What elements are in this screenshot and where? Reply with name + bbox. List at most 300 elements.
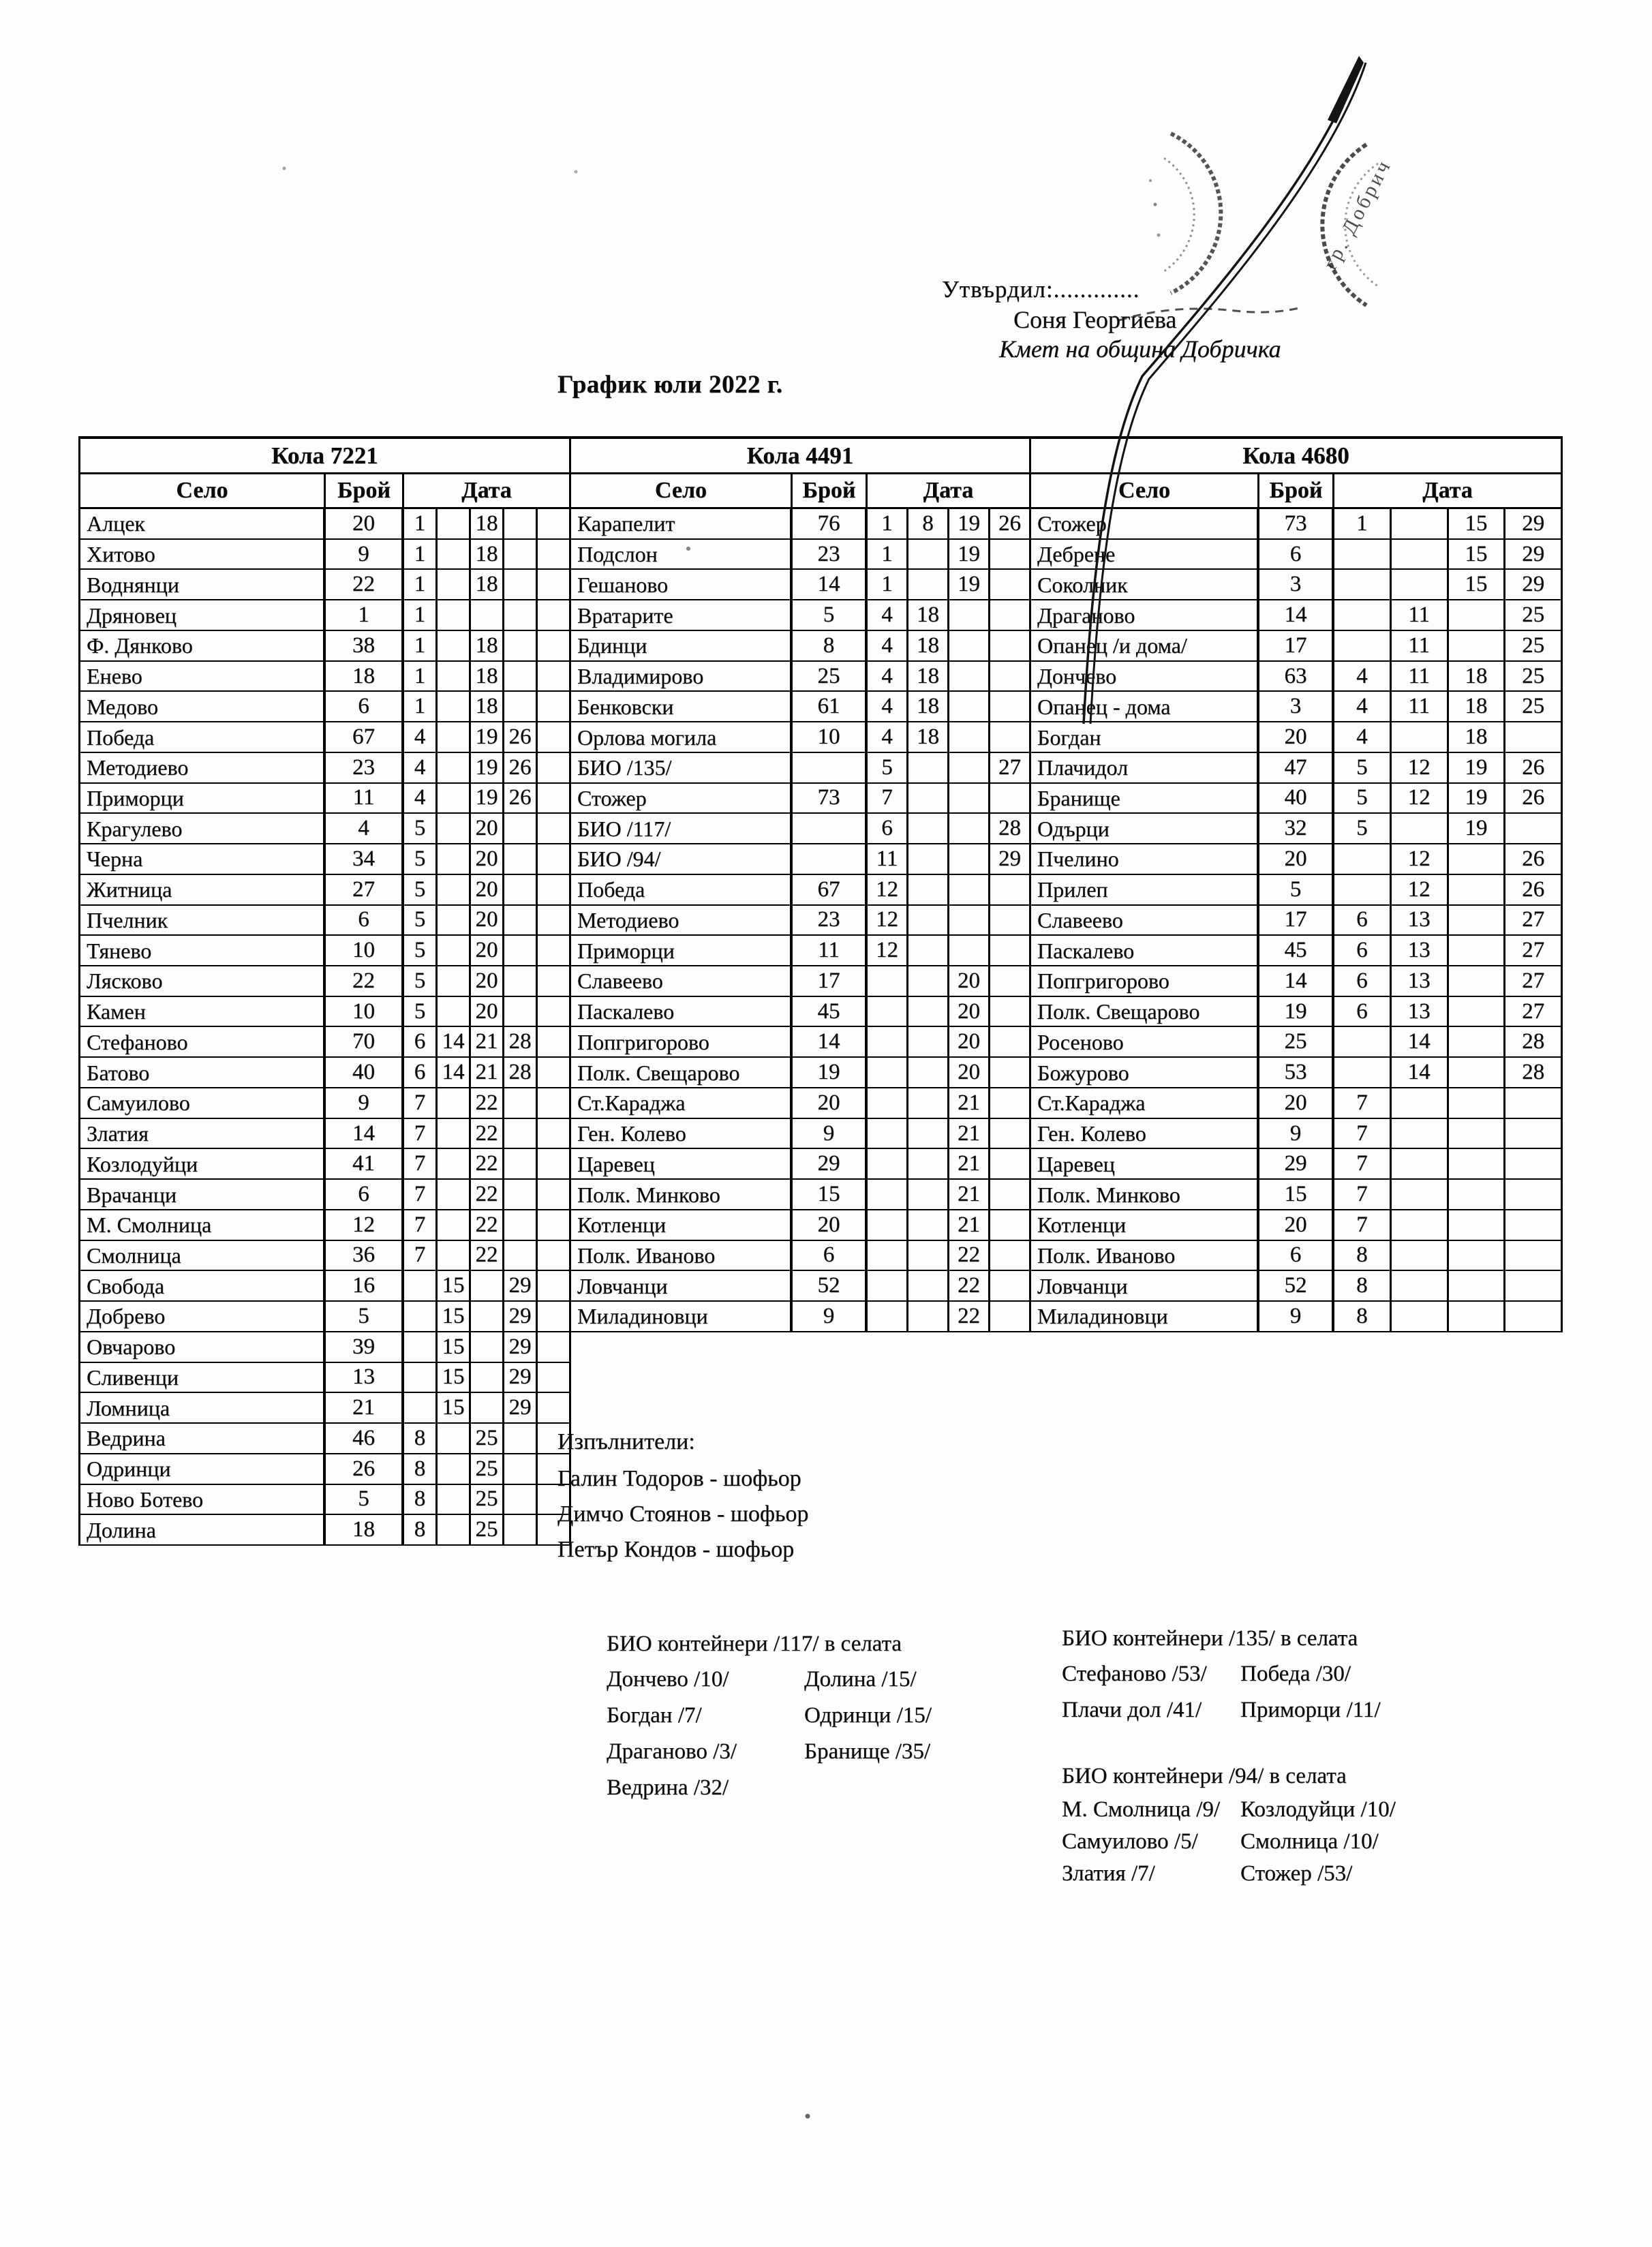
date-cell: [908, 1241, 949, 1272]
count-cell: 14: [326, 1119, 404, 1150]
bio-item: Драганово /3/: [607, 1739, 737, 1764]
bio-section-title: БИО контейнери /117/ в селата: [607, 1632, 902, 1656]
stamp-left-icon: [1149, 134, 1221, 293]
count-cell: 29: [1259, 1149, 1334, 1180]
village-cell: Царевец: [1031, 1149, 1259, 1180]
column-header-date: Дата: [1334, 474, 1563, 509]
count-cell: 17: [1259, 631, 1334, 662]
village-cell: Полк. Минково: [1031, 1180, 1259, 1210]
date-cell: [949, 814, 990, 844]
date-cell: [949, 722, 990, 753]
date-cell: [908, 936, 949, 966]
date-cell: [949, 753, 990, 784]
village-cell: Тянево: [80, 936, 326, 966]
village-cell: Соколник: [1031, 570, 1259, 600]
date-cell: 26: [1505, 875, 1563, 906]
date-cell: [908, 1271, 949, 1302]
count-cell: 3: [1259, 692, 1334, 722]
date-cell: [438, 1424, 471, 1454]
date-cell: 18: [1449, 692, 1506, 722]
date-cell: 20: [471, 875, 504, 906]
date-cell: [908, 966, 949, 997]
date-cell: [1505, 1149, 1563, 1180]
date-cell: [990, 875, 1031, 906]
date-cell: [1392, 1088, 1449, 1119]
date-cell: [1449, 1149, 1506, 1180]
date-cell: [908, 1210, 949, 1241]
date-cell: 8: [1334, 1241, 1392, 1272]
date-cell: 5: [404, 966, 438, 997]
bio-item: Стефаново /53/: [1062, 1662, 1207, 1686]
date-cell: [1449, 1302, 1506, 1332]
date-cell: 6: [1334, 966, 1392, 997]
bio-item: Самуилово /5/: [1062, 1829, 1198, 1854]
count-cell: 8: [793, 631, 868, 662]
date-cell: 18: [908, 692, 949, 722]
date-cell: 8: [908, 509, 949, 540]
date-cell: [438, 997, 471, 1028]
date-cell: 7: [404, 1149, 438, 1180]
count-cell: 9: [793, 1302, 868, 1332]
village-cell: Победа: [571, 875, 793, 906]
date-cell: [908, 1027, 949, 1058]
bio-section-94: [1062, 1758, 1396, 1890]
date-cell: [868, 997, 908, 1028]
date-cell: [404, 1363, 438, 1394]
village-cell: Царевец: [571, 1149, 793, 1180]
date-cell: 29: [1505, 570, 1563, 600]
village-cell: БИО /117/: [571, 814, 793, 844]
date-cell: [438, 540, 471, 570]
date-cell: [538, 1119, 571, 1150]
date-cell: [949, 844, 990, 875]
date-cell: 26: [990, 509, 1031, 540]
bio-item: Победа /30/: [1240, 1662, 1351, 1686]
date-cell: [908, 784, 949, 814]
bio-item: Плачи дол /41/: [1062, 1698, 1202, 1722]
bio-item: Златия /7/: [1062, 1861, 1155, 1886]
stamp-text: гр. Добрич: [1319, 155, 1396, 274]
count-cell: 34: [326, 844, 404, 875]
date-cell: [868, 1241, 908, 1272]
date-cell: [538, 1088, 571, 1119]
village-cell: Попгригорово: [1031, 966, 1259, 997]
village-cell: Миладиновци: [571, 1302, 793, 1332]
date-cell: 12: [868, 936, 908, 966]
date-cell: 5: [1334, 814, 1392, 844]
bio-item: Одринци /15/: [804, 1703, 932, 1728]
count-cell: 25: [793, 662, 868, 692]
table-kola-7221: [78, 436, 571, 1546]
count-cell: 3: [1259, 570, 1334, 600]
date-cell: [438, 692, 471, 722]
count-cell: 40: [1259, 784, 1334, 814]
count-cell: 10: [326, 936, 404, 966]
date-cell: 15: [438, 1302, 471, 1332]
bio-item: Стожер /53/: [1240, 1861, 1353, 1886]
village-cell: Батово: [80, 1058, 326, 1088]
date-cell: 7: [868, 784, 908, 814]
village-cell: Дончево: [1031, 662, 1259, 692]
date-cell: 1: [404, 692, 438, 722]
village-cell: Вратарите: [571, 600, 793, 631]
date-cell: [438, 1485, 471, 1516]
village-cell: Лясково: [80, 966, 326, 997]
count-cell: 67: [326, 722, 404, 753]
date-cell: [504, 906, 538, 936]
count-cell: 70: [326, 1027, 404, 1058]
date-cell: [438, 1210, 471, 1241]
date-cell: [471, 1302, 504, 1332]
date-cell: [1449, 906, 1506, 936]
date-cell: [538, 692, 571, 722]
date-cell: [990, 906, 1031, 936]
table-kola-4491: [569, 436, 1031, 1332]
village-cell: БИО /135/: [571, 753, 793, 784]
bio-item: Бранище /35/: [804, 1739, 931, 1764]
date-cell: [538, 1180, 571, 1210]
bio-item: Приморци /11/: [1240, 1698, 1381, 1722]
executor-item: Галин Тодоров - шофьор: [557, 1466, 801, 1491]
date-cell: 29: [990, 844, 1031, 875]
village-cell: Одринци: [80, 1454, 326, 1485]
count-cell: 9: [793, 1119, 868, 1150]
village-cell: Владимирово: [571, 662, 793, 692]
village-cell: Пчелник: [80, 906, 326, 936]
date-cell: 20: [949, 1058, 990, 1088]
date-cell: 29: [504, 1393, 538, 1424]
date-cell: 4: [404, 753, 438, 784]
date-cell: [990, 570, 1031, 600]
village-cell: Приморци: [571, 936, 793, 966]
bio-section-135: [1062, 1621, 1381, 1728]
date-cell: 5: [404, 814, 438, 844]
date-cell: [1334, 1058, 1392, 1088]
date-cell: [538, 662, 571, 692]
date-cell: [538, 631, 571, 662]
date-cell: 26: [504, 784, 538, 814]
count-cell: 9: [1259, 1302, 1334, 1332]
table-kola-4680: [1029, 436, 1563, 1332]
count-cell: 15: [1259, 1180, 1334, 1210]
date-cell: [1449, 631, 1506, 662]
date-cell: [471, 1332, 504, 1363]
date-cell: 6: [1334, 936, 1392, 966]
count-cell: 6: [1259, 540, 1334, 570]
date-cell: 21: [949, 1088, 990, 1119]
date-cell: [990, 722, 1031, 753]
count-cell: 5: [1259, 875, 1334, 906]
date-cell: 29: [504, 1271, 538, 1302]
date-cell: [949, 662, 990, 692]
date-cell: 19: [949, 509, 990, 540]
village-cell: Стожер: [1031, 509, 1259, 540]
date-cell: [1334, 631, 1392, 662]
date-cell: 13: [1392, 966, 1449, 997]
count-cell: 52: [793, 1271, 868, 1302]
date-cell: 15: [1449, 540, 1506, 570]
village-cell: Карапелит: [571, 509, 793, 540]
village-cell: Полк. Свещарово: [1031, 997, 1259, 1028]
date-cell: [908, 1180, 949, 1210]
count-cell: 23: [326, 753, 404, 784]
count-cell: 47: [1259, 753, 1334, 784]
date-cell: [990, 600, 1031, 631]
date-cell: 18: [908, 600, 949, 631]
date-cell: [949, 631, 990, 662]
date-cell: [1505, 1180, 1563, 1210]
date-cell: [868, 1058, 908, 1088]
date-cell: 7: [1334, 1180, 1392, 1210]
count-cell: 18: [326, 662, 404, 692]
date-cell: [438, 906, 471, 936]
village-cell: Ф. Дянково: [80, 631, 326, 662]
executors-block: [557, 1423, 808, 1568]
column-header-village: Село: [1031, 474, 1259, 509]
village-cell: Богдан: [1031, 722, 1259, 753]
date-cell: [538, 1393, 571, 1424]
date-cell: [504, 570, 538, 600]
date-cell: [504, 1454, 538, 1485]
date-cell: 28: [1505, 1058, 1563, 1088]
date-cell: 20: [471, 844, 504, 875]
date-cell: [1449, 1027, 1506, 1058]
date-cell: [868, 1149, 908, 1180]
count-cell: 45: [1259, 936, 1334, 966]
date-cell: 5: [1334, 753, 1392, 784]
date-cell: 4: [1334, 662, 1392, 692]
village-cell: Опанец - дома: [1031, 692, 1259, 722]
date-cell: 8: [404, 1424, 438, 1454]
date-cell: [504, 814, 538, 844]
village-cell: Енево: [80, 662, 326, 692]
date-cell: [471, 1393, 504, 1424]
bio-item: Смолница /10/: [1240, 1829, 1379, 1854]
count-cell: 41: [326, 1149, 404, 1180]
date-cell: [438, 1515, 471, 1546]
date-cell: 5: [404, 875, 438, 906]
date-cell: 12: [868, 906, 908, 936]
date-cell: [990, 1271, 1031, 1302]
count-cell: 22: [326, 570, 404, 600]
date-cell: [1392, 1149, 1449, 1180]
date-cell: 27: [1505, 936, 1563, 966]
bio-item: Ведрина /32/: [607, 1775, 729, 1800]
date-cell: 21: [949, 1210, 990, 1241]
date-cell: [538, 753, 571, 784]
village-cell: Полк. Минково: [571, 1180, 793, 1210]
count-cell: 16: [326, 1271, 404, 1302]
executor-item: Петър Кондов - шофьор: [557, 1537, 795, 1562]
date-cell: [504, 509, 538, 540]
village-cell: Подслон: [571, 540, 793, 570]
date-cell: 1: [868, 509, 908, 540]
count-cell: 5: [326, 1302, 404, 1332]
count-cell: 6: [326, 692, 404, 722]
count-cell: 14: [1259, 966, 1334, 997]
date-cell: [908, 997, 949, 1028]
count-cell: 14: [793, 570, 868, 600]
date-cell: 7: [404, 1180, 438, 1210]
executors-title: Изпълнители:: [557, 1429, 695, 1454]
date-cell: [1449, 875, 1506, 906]
date-cell: 4: [868, 662, 908, 692]
date-cell: 4: [404, 722, 438, 753]
date-cell: [538, 1271, 571, 1302]
date-cell: [1505, 1088, 1563, 1119]
count-cell: 11: [793, 936, 868, 966]
village-cell: Котленци: [1031, 1210, 1259, 1241]
date-cell: 7: [1334, 1149, 1392, 1180]
date-cell: [504, 936, 538, 966]
count-cell: 32: [1259, 814, 1334, 844]
date-cell: 25: [471, 1424, 504, 1454]
count-cell: [793, 753, 868, 784]
count-cell: 18: [326, 1515, 404, 1546]
date-cell: [908, 844, 949, 875]
village-cell: Бранище: [1031, 784, 1259, 814]
village-cell: Смолница: [80, 1241, 326, 1272]
date-cell: 26: [1505, 844, 1563, 875]
date-cell: [1505, 1210, 1563, 1241]
date-cell: 19: [471, 753, 504, 784]
bio-item: М. Смолница /9/: [1062, 1797, 1220, 1822]
date-cell: 4: [868, 722, 908, 753]
date-cell: 27: [1505, 966, 1563, 997]
date-cell: 22: [949, 1302, 990, 1332]
date-cell: 14: [1392, 1027, 1449, 1058]
date-cell: 28: [504, 1058, 538, 1088]
date-cell: [438, 1454, 471, 1485]
date-cell: 25: [1505, 692, 1563, 722]
date-cell: [908, 1119, 949, 1150]
date-cell: [1449, 1088, 1506, 1119]
count-cell: 6: [793, 1241, 868, 1272]
date-cell: [438, 753, 471, 784]
date-cell: [949, 936, 990, 966]
date-cell: [538, 1027, 571, 1058]
date-cell: 8: [1334, 1271, 1392, 1302]
date-cell: [908, 1088, 949, 1119]
date-cell: [504, 997, 538, 1028]
village-cell: Воднянци: [80, 570, 326, 600]
date-cell: [990, 966, 1031, 997]
date-cell: [908, 814, 949, 844]
date-cell: 11: [1392, 662, 1449, 692]
date-cell: 21: [471, 1027, 504, 1058]
date-cell: 12: [1392, 784, 1449, 814]
date-cell: [868, 1210, 908, 1241]
count-cell: 6: [326, 906, 404, 936]
date-cell: [438, 509, 471, 540]
village-cell: Божурово: [1031, 1058, 1259, 1088]
date-cell: [438, 966, 471, 997]
column-header-date: Дата: [404, 474, 571, 509]
date-cell: 8: [404, 1515, 438, 1546]
village-cell: Овчарово: [80, 1332, 326, 1363]
date-cell: [438, 1119, 471, 1150]
column-header-date: Дата: [868, 474, 1031, 509]
village-cell: Орлова могила: [571, 722, 793, 753]
date-cell: [990, 631, 1031, 662]
date-cell: [438, 875, 471, 906]
date-cell: 20: [949, 1027, 990, 1058]
count-cell: 11: [326, 784, 404, 814]
date-cell: [538, 1058, 571, 1088]
date-cell: [1505, 814, 1563, 844]
date-cell: 21: [949, 1180, 990, 1210]
date-cell: [438, 570, 471, 600]
date-cell: 18: [908, 722, 949, 753]
date-cell: [908, 906, 949, 936]
date-cell: [1505, 1241, 1563, 1272]
bio-section-title: БИО контейнери /135/ в селата: [1062, 1626, 1358, 1651]
date-cell: 26: [504, 753, 538, 784]
date-cell: [438, 1241, 471, 1272]
date-cell: 18: [471, 540, 504, 570]
date-cell: 7: [404, 1088, 438, 1119]
village-cell: Гешаново: [571, 570, 793, 600]
date-cell: [538, 814, 571, 844]
date-cell: 1: [404, 540, 438, 570]
date-cell: 21: [471, 1058, 504, 1088]
village-cell: Козлодуйци: [80, 1149, 326, 1180]
count-cell: 61: [793, 692, 868, 722]
count-cell: [793, 844, 868, 875]
village-cell: Дебрене: [1031, 540, 1259, 570]
count-cell: 23: [793, 540, 868, 570]
date-cell: 1: [404, 662, 438, 692]
date-cell: [1392, 1210, 1449, 1241]
date-cell: [438, 844, 471, 875]
date-cell: 4: [1334, 722, 1392, 753]
count-cell: 25: [1259, 1027, 1334, 1058]
date-cell: [538, 1210, 571, 1241]
date-cell: 19: [949, 570, 990, 600]
date-cell: [538, 784, 571, 814]
date-cell: [538, 997, 571, 1028]
date-cell: 26: [1505, 753, 1563, 784]
date-cell: 29: [504, 1302, 538, 1332]
date-cell: 18: [908, 631, 949, 662]
date-cell: [1392, 540, 1449, 570]
date-cell: [1392, 1180, 1449, 1210]
village-cell: Славеево: [1031, 906, 1259, 936]
date-cell: 25: [471, 1515, 504, 1546]
date-cell: [949, 600, 990, 631]
village-cell: Методиево: [80, 753, 326, 784]
date-cell: [1334, 844, 1392, 875]
count-cell: 9: [326, 1088, 404, 1119]
date-cell: 19: [1449, 814, 1506, 844]
village-cell: Пчелино: [1031, 844, 1259, 875]
date-cell: [990, 1180, 1031, 1210]
date-cell: [504, 1485, 538, 1516]
count-cell: 27: [326, 875, 404, 906]
date-cell: 1: [1334, 509, 1392, 540]
date-cell: [1392, 570, 1449, 600]
date-cell: [504, 631, 538, 662]
date-cell: [868, 966, 908, 997]
count-cell: 17: [793, 966, 868, 997]
date-cell: 7: [1334, 1088, 1392, 1119]
date-cell: [538, 1302, 571, 1332]
date-cell: [471, 600, 504, 631]
village-cell: Самуилово: [80, 1088, 326, 1119]
date-cell: 13: [1392, 906, 1449, 936]
count-cell: 6: [326, 1180, 404, 1210]
count-cell: [793, 814, 868, 844]
